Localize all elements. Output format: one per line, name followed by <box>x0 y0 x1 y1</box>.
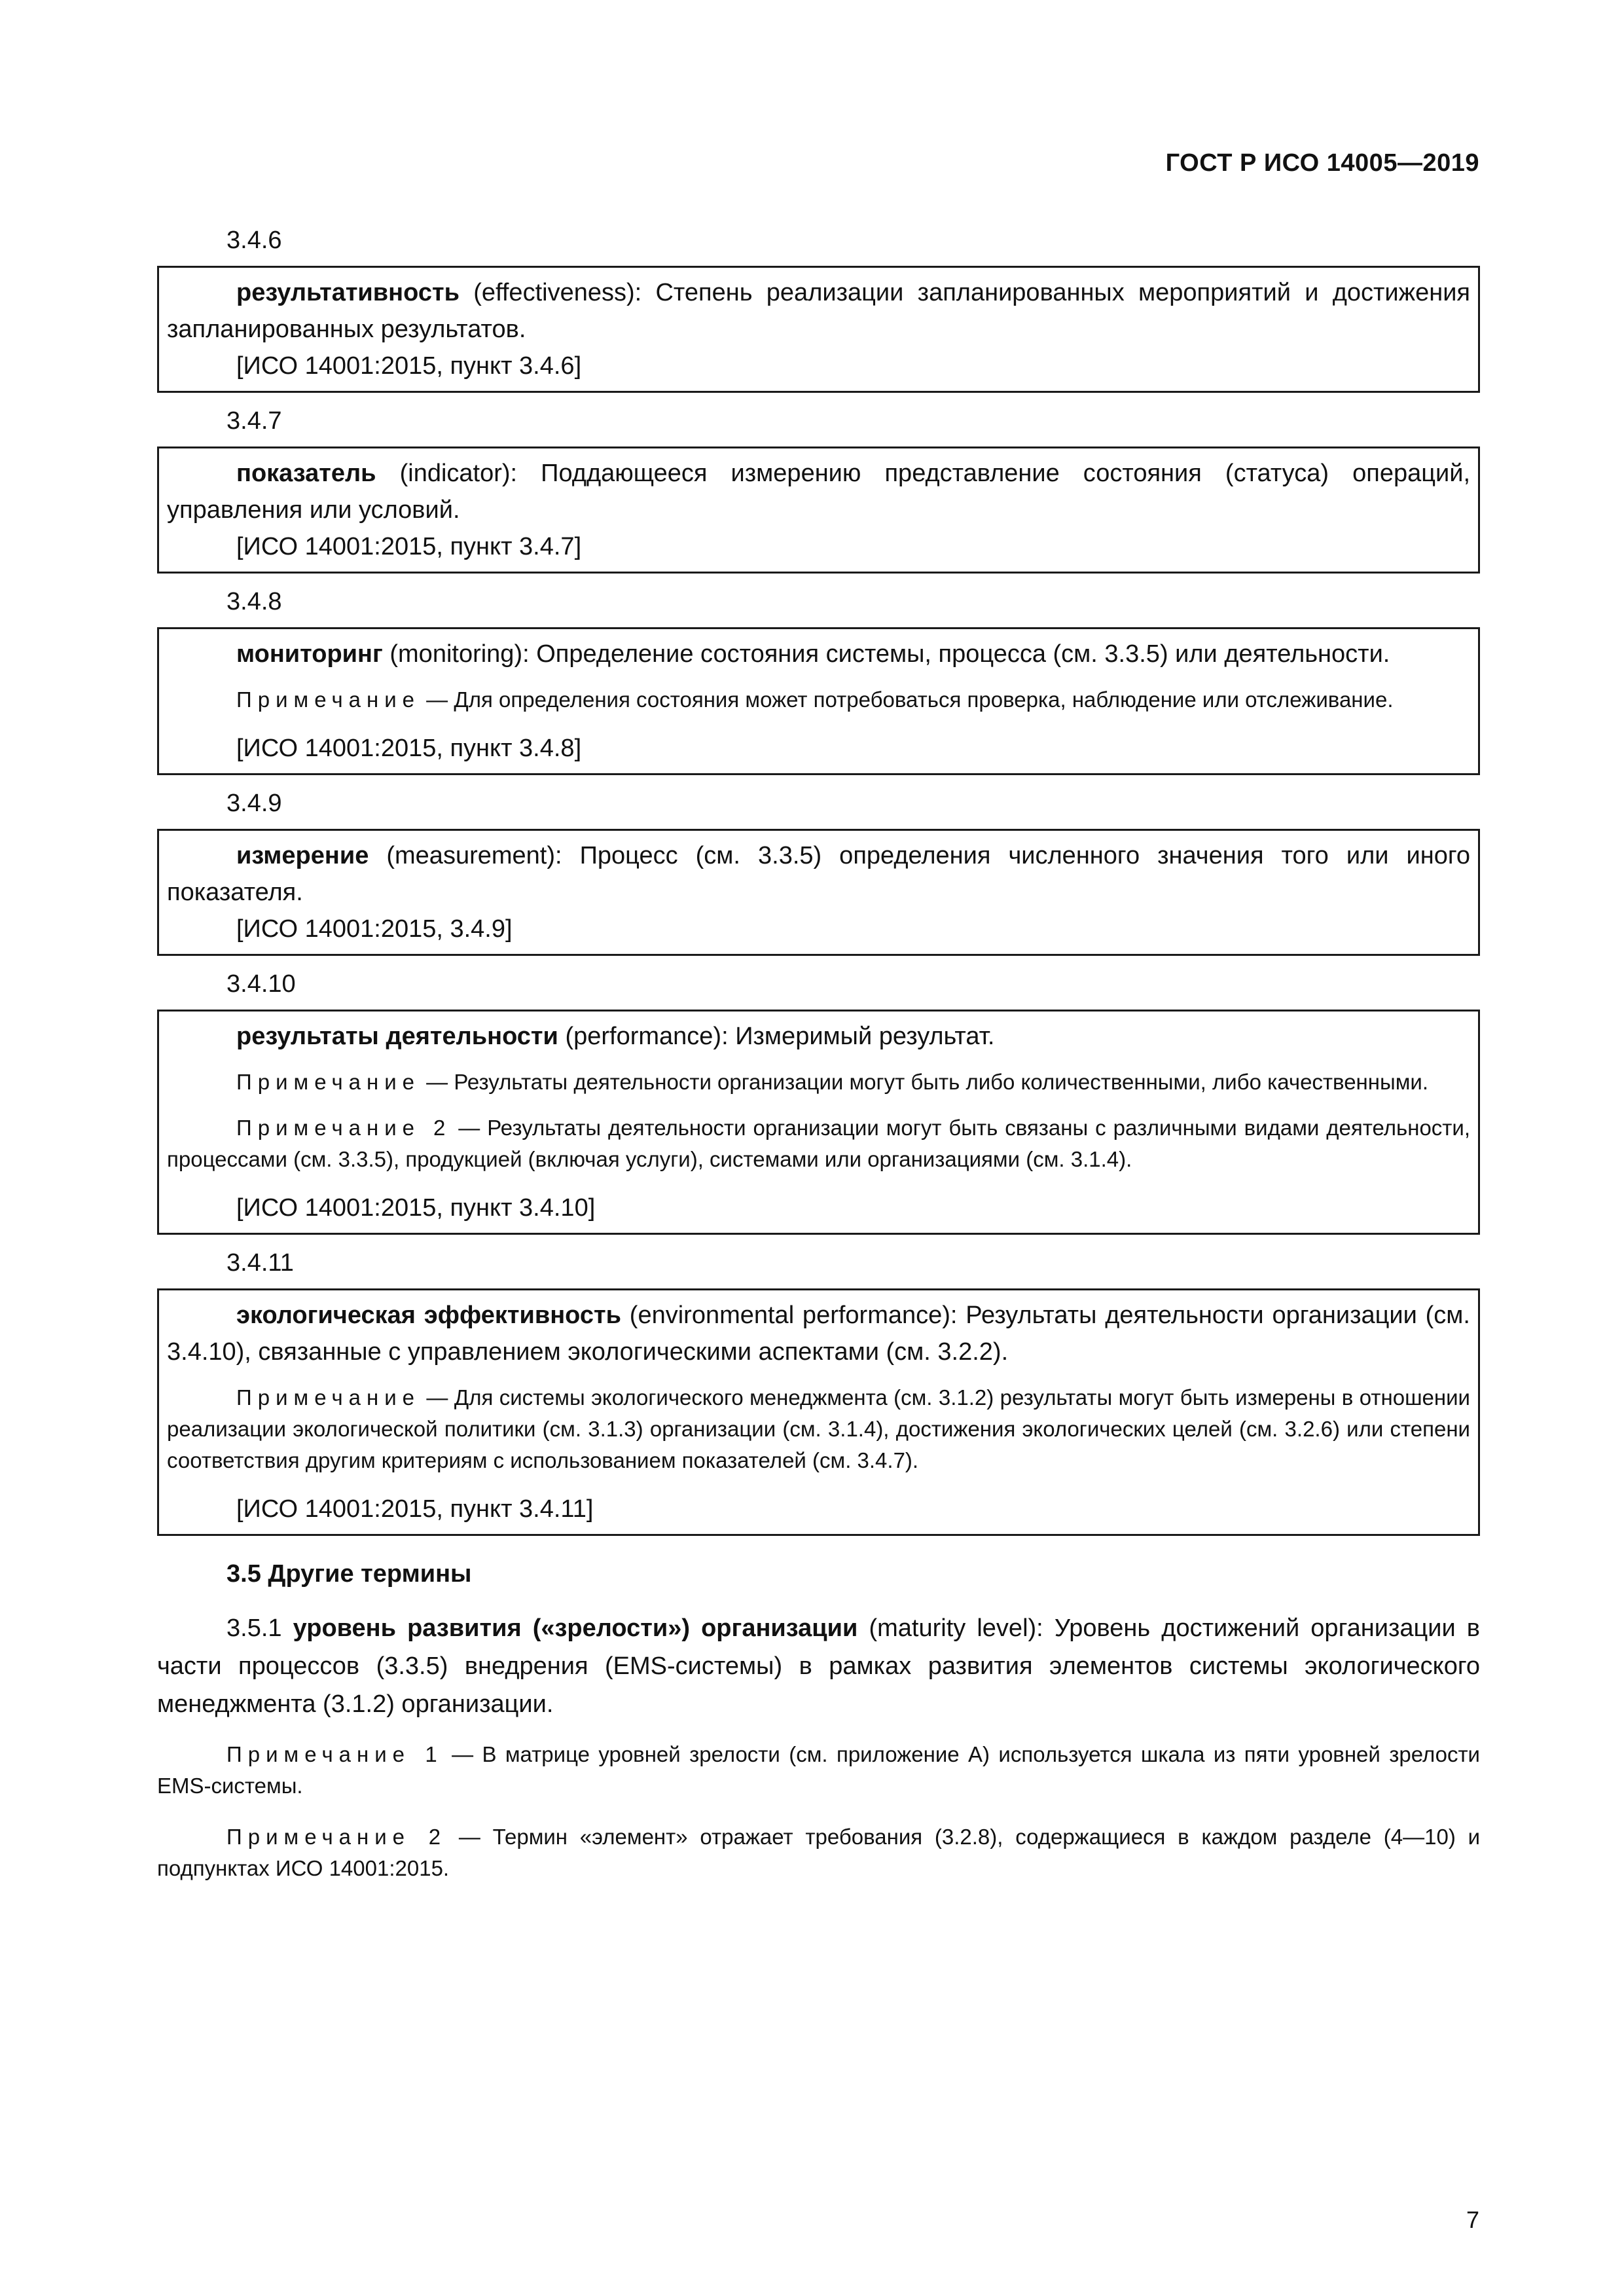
note-text: — В матрице уровней зрелости (см. приложение А) используется шкала из пяти уровней зрелости EMS-системы. <box>157 1742 1480 1798</box>
term-definition-box <box>157 627 1480 775</box>
page-number: 7 <box>1466 2206 1479 2233</box>
source-reference: [ИСО 14001:2015, пункт 3.4.6] <box>236 352 582 380</box>
document-body <box>157 223 1480 1904</box>
definition-body: (indicator): Поддающееся измерению представление состояния (статуса) операций, управления или условий. <box>167 460 1470 524</box>
note-label: Примечание 1 <box>226 1742 443 1766</box>
clause-number: 3.4.8 <box>226 588 282 615</box>
definition-body: (monitoring): Определение состояния системы, процесса (см. 3.3.5) или деятельности. <box>382 640 1390 668</box>
note-label: Примечание <box>236 1385 421 1410</box>
term-definition-box <box>157 266 1480 393</box>
clause-number: 3.4.10 <box>226 970 296 998</box>
clause-number: 3.4.7 <box>226 407 282 435</box>
definition-body: (effectiveness): Степень реализации запланированных мероприятий и достижения запланированных результатов. <box>167 279 1470 343</box>
note <box>167 684 1470 716</box>
note-text: — Результаты деятельности организации могут быть связаны с различными видами деятельности, процессами (см. 3.3.5), продукцией (включая услуги), системами или организациями (см. 3.1.4). <box>167 1116 1471 1171</box>
clause-number: 3.4.9 <box>226 790 282 817</box>
term: экологическая эффективность <box>236 1302 621 1329</box>
definition-text <box>167 1297 1470 1370</box>
term-definition-box <box>157 1010 1480 1235</box>
definition-body: (measurement): Процесс (см. 3.3.5) определения численного значения того или иного показателя. <box>167 842 1470 906</box>
term: уровень развития («зрелости») организации <box>293 1614 858 1642</box>
source-reference: [ИСО 14001:2015, пункт 3.4.10] <box>236 1194 596 1222</box>
standard-designation: ГОСТ Р ИСО 14005—2019 <box>1165 149 1479 177</box>
definition-body: (environmental performance): Результаты деятельности организации (см. 3.4.10), связанные с управлением экологическими аспектами (см. 3.2.2). <box>167 1302 1470 1366</box>
note-label: Примечание <box>236 687 421 712</box>
clause-number: 3.4.11 <box>226 1249 294 1277</box>
term-paragraph <box>157 1609 1480 1723</box>
definition-body: (maturity level): Уровень достижений организации в части процессов (3.3.5) внедрения (EMS-системы) в рамках развития элементов системы экологического менеджмента (3.1.2) организации. <box>157 1614 1480 1718</box>
definition-text <box>167 837 1470 911</box>
term: измерение <box>236 842 369 869</box>
note-label: Примечание 2 <box>236 1116 452 1140</box>
term: результативность <box>236 279 460 306</box>
term-definition-box <box>157 1288 1480 1536</box>
clause-number: 3.4.6 <box>226 227 282 254</box>
note-label: Примечание <box>236 1070 421 1094</box>
note-label: Примечание 2 <box>226 1825 447 1849</box>
note-text: — Для определения состояния может потребоваться проверка, наблюдение или отслеживание. <box>420 687 1394 712</box>
term-definition-box <box>157 829 1480 956</box>
note <box>167 1382 1470 1476</box>
term: результаты деятельности <box>236 1023 558 1050</box>
term: мониторинг <box>236 640 383 668</box>
source-reference: [ИСО 14001:2015, пункт 3.4.7] <box>236 533 582 560</box>
term: показатель <box>236 460 376 487</box>
source-reference: [ИСО 14001:2015, пункт 3.4.11] <box>236 1495 594 1523</box>
note-text: — Результаты деятельности организации могут быть либо количественными, либо качественными. <box>420 1070 1429 1094</box>
note-text: — Для системы экологического менеджмента (см. 3.1.2) результаты могут быть измерены в отношении реализации экологической политики (см. 3.1.3) организации (см. 3.1.4), достижения экологических целей (см. 3.2.6) или степени соответствия другим критериям с использованием показателей (см. 3.4.7). <box>167 1385 1470 1472</box>
note <box>157 1821 1480 1884</box>
definition-text <box>167 1018 1470 1055</box>
term-definition-box <box>157 446 1480 574</box>
note <box>167 1066 1470 1098</box>
note <box>157 1739 1480 1802</box>
source-reference: [ИСО 14001:2015, 3.4.9] <box>236 915 513 943</box>
definition-body: (performance): Измеримый результат. <box>558 1023 995 1050</box>
definition-text <box>167 274 1470 348</box>
definition-text <box>167 636 1470 672</box>
definition-text <box>167 455 1470 528</box>
note-text: — Термин «элемент» отражает требования (3.2.8), содержащиеся в каждом разделе (4—10) и подпунктах ИСО 14001:2015. <box>157 1825 1481 1880</box>
term-number: 3.5.1 <box>226 1614 282 1642</box>
source-reference: [ИСО 14001:2015, пункт 3.4.8] <box>236 735 582 762</box>
note <box>167 1112 1470 1175</box>
section-title: 3.5 Другие термины <box>226 1560 472 1588</box>
